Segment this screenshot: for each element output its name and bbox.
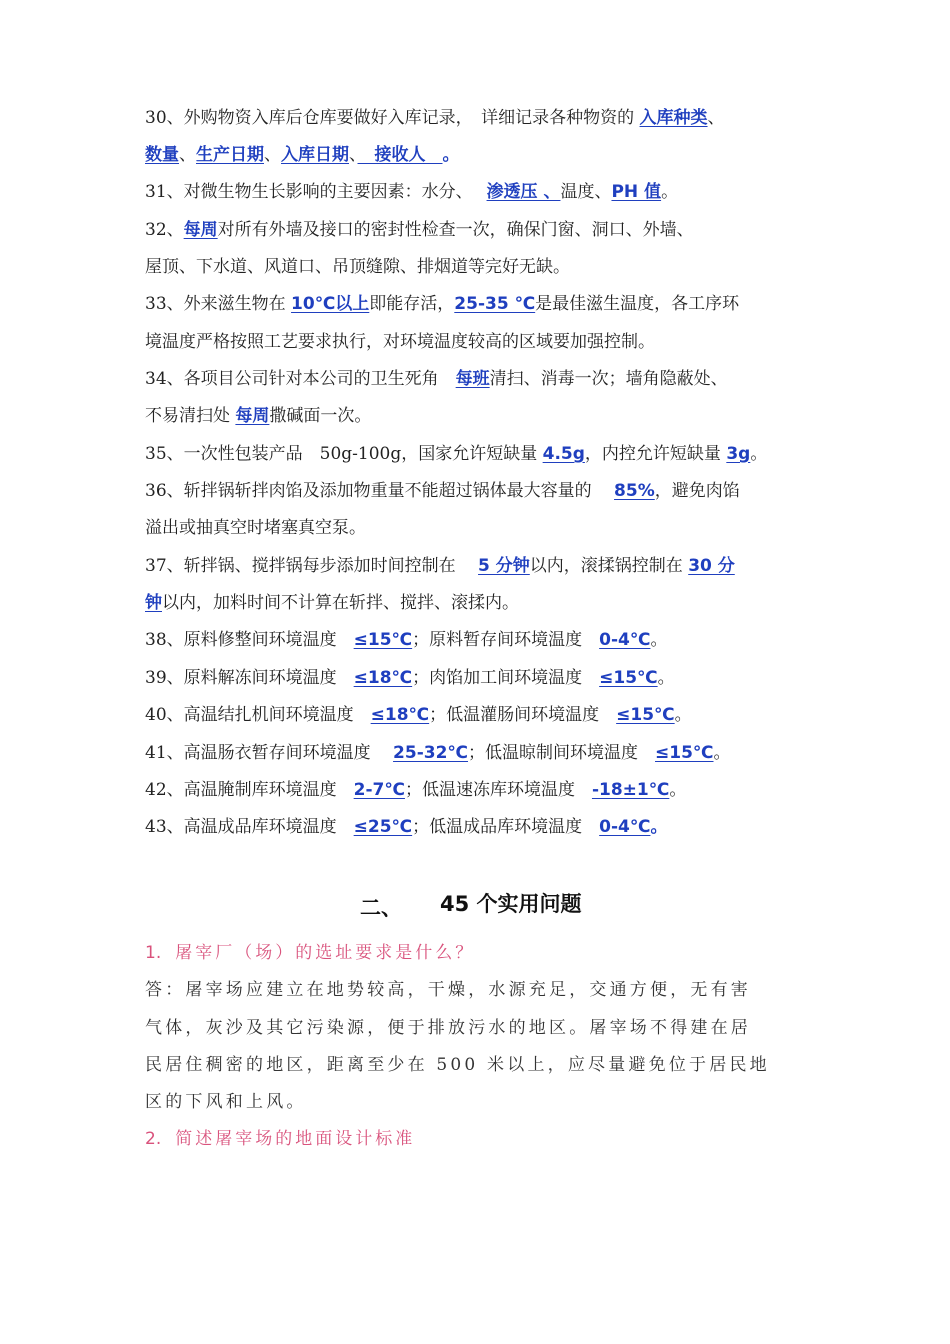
item-32-line2: 屋顶、下水道、风道口、吊顶缝隙、排烟道等完好无缺。 [145, 257, 570, 277]
answer-blank: ≤25℃ [353, 817, 413, 837]
answer-blank: -18±1℃ [591, 780, 670, 800]
item-33-line2: 境温度严格按照工艺要求执行，对环境温度较高的区域要加强控制。 [145, 332, 655, 352]
answer-blank: ≤15℃ [655, 743, 714, 763]
answer-blank: 85% [614, 481, 655, 501]
item-36-line2: 溢出或抽真空时堵塞真空泵。 [145, 518, 366, 538]
answer-blank: ≤15℃ [599, 668, 658, 688]
answer-blank: 钟 [145, 593, 162, 613]
answer-blank: 5 分钟 [478, 556, 530, 576]
answer-blank: 每班 [455, 369, 490, 389]
answer-blank: 3g [726, 444, 751, 464]
item-30-line1: 30、外购物资入库后仓库要做好入库记录， 详细记录各种物资的 入库种类、 [145, 108, 725, 128]
answer-blank: PH 值 [611, 182, 662, 202]
item-34-line2: 不易清扫处 每周撒碱面一次。 [145, 406, 372, 426]
section-title: 45 个实用问题 [440, 892, 582, 916]
answer-blank: 入库种类 [639, 108, 708, 128]
answer-blank: 数量 [145, 145, 179, 165]
answer-blank: ≤15℃ [353, 630, 413, 650]
item-31: 31、对微生物生长影响的主要因素：水分、 渗透压 、温度、PH 值。 [145, 182, 679, 202]
answer-1-line1: 答：屠宰场应建立在地势较高，干燥，水源充足，交通方便，无有害 [145, 980, 751, 1000]
item-41: 41、高温肠衣暂存间环境温度 25-32℃；低温晾制间环境温度 ≤15℃。 [145, 743, 731, 763]
item-34-line1: 34、各项目公司针对本公司的卫生死角 每班清扫、消毒一次；墙角隐蔽处、 [145, 369, 728, 389]
answer-blank: 入库日期 [281, 145, 349, 165]
item-42: 42、高温腌制库环境温度 2-7℃；低温速冻库环境温度 -18±1℃。 [145, 780, 687, 800]
item-33-line1: 33、外来滋生物在 10℃以上即能存活，25-35 ℃是最佳滋生温度，各工序环 [145, 294, 740, 314]
answer-blank: ≤15℃ [616, 705, 675, 725]
item-38: 38、原料修整间环境温度 ≤15℃；原料暂存间环境温度 0-4℃。 [145, 630, 668, 650]
answer-blank: 2-7℃ [353, 780, 405, 800]
item-32-line1: 32、每周对所有外墙及接口的密封性检查一次，确保门窗、洞口、外墙、 [145, 220, 694, 240]
answer-blank: ≤18℃ [353, 668, 413, 688]
item-35: 35、一次性包装产品 50g-100g，国家允许短缺量 4.5g，内控允许短缺量 3g。 [145, 444, 768, 464]
item-37-line2: 钟以内，加料时间不计算在斩拌、搅拌、滚揉内。 [145, 593, 519, 613]
answer-blank: 生产日期 [196, 145, 264, 165]
answer-blank: 25-35 ℃ [454, 294, 536, 314]
item-40: 40、高温结扎机间环境温度 ≤18℃；低温灌肠间环境温度 ≤15℃。 [145, 705, 692, 725]
answer-blank: 10℃以上 [291, 294, 370, 314]
answer-blank: 25-32℃ [393, 743, 469, 763]
item-37-line1: 37、斩拌锅、搅拌锅每步添加时间控制在 5 分钟以内，滚揉锅控制在 30 分 [145, 556, 735, 576]
answer-1-line3: 民居住稠密的地区，距离至少在 500 米以上，应尽量避免位于居民地 [145, 1055, 770, 1075]
answer-blank: 30 分 [688, 556, 735, 576]
answer-1-line4: 区的下风和上风。 [145, 1092, 307, 1112]
item-36-line1: 36、斩拌锅斩拌肉馅及添加物重量不能超过锅体最大容量的 85%，避免肉馅 [145, 481, 740, 501]
item-30-line2: 数量、生产日期、入库日期、 接收人 。 [145, 145, 460, 165]
answer-blank: 0-4℃ [599, 630, 651, 650]
answer-blank: 每周 [235, 406, 270, 426]
answer-blank: ≤18℃ [370, 705, 430, 725]
answer-blank: 渗透压 、 [486, 182, 561, 202]
section-heading [360, 888, 582, 922]
section-number: 二、 [360, 896, 402, 920]
question-2: 2. 简述屠宰场的地面设计标准 [145, 1129, 416, 1149]
answer-1-line2: 气体，灰沙及其它污染源，便于排放污水的地区。屠宰场不得建在居 [145, 1018, 751, 1038]
answer-blank: 每周 [183, 220, 218, 240]
item-43: 43、高温成品库环境温度 ≤25℃；低温成品库环境温度 0-4℃。 [145, 817, 668, 837]
answer-blank: 0-4℃ [599, 817, 651, 837]
answer-blank: 接收人 [357, 145, 443, 165]
item-39: 39、原料解冻间环境温度 ≤18℃；肉馅加工间环境温度 ≤15℃。 [145, 668, 675, 688]
question-1: 1. 屠宰厂（场）的选址要求是什么？ [145, 943, 476, 963]
answer-blank: 4.5g [542, 444, 585, 464]
